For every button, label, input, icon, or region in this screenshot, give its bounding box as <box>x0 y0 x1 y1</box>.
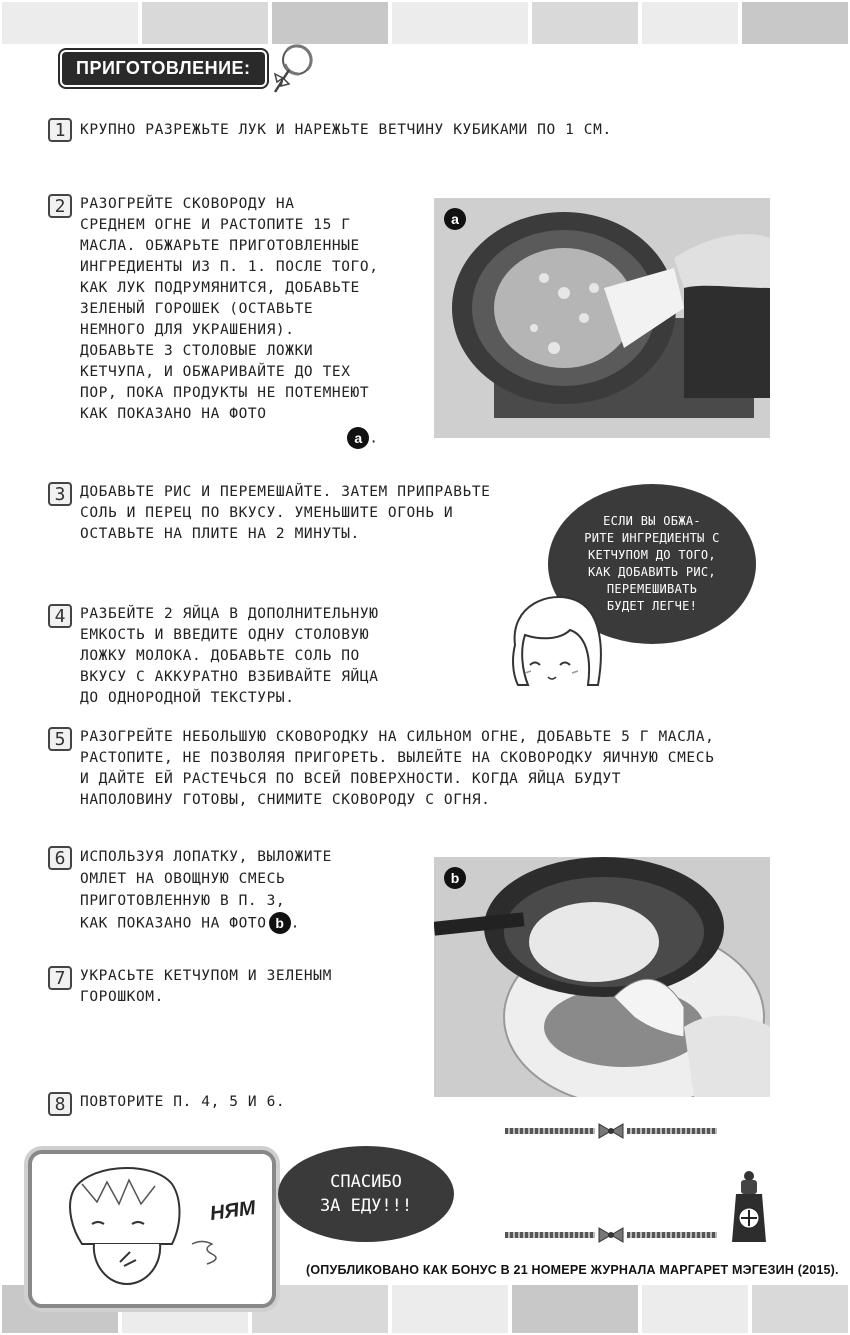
divider-line <box>505 1128 595 1134</box>
page-title: ПРИГОТОВЛЕНИЕ: <box>62 52 265 85</box>
step-text: РАЗБЕЙТЕ 2 ЯЙЦА В ДОПОЛНИТЕЛЬНУЮ ЕМКОСТЬ И ВВЕДИТЕ ОДНУ СТОЛОВУЮ ЛОЖКУ МОЛОКА. ДОБАВЬТЕ СОЛЬ ПО ВКУСУ С АККУРАТНО ВЗБИВАЙТЕ ЯЙЦА ДО ОДНОРОДНОЙ ТЕКСТУРЫ. <box>80 606 379 706</box>
pan-photo-illustration <box>434 198 770 438</box>
divider-line <box>505 1232 595 1238</box>
step-number: 5 <box>48 727 72 751</box>
step-6: 6 ИСПОЛЬЗУЯ ЛОПАТКУ, ВЫЛОЖИТЕ ОМЛЕТ НА ОВОЩНУЮ СМЕСЬ ПРИГОТОВЛЕННУЮ В П. 3, КАК ПОКАЗАНО НА ФОТО b . <box>48 846 418 935</box>
step-text: УКРАСЬТЕ КЕТЧУПОМ И ЗЕЛЕНЫМ ГОРОШКОМ. <box>80 968 332 1005</box>
step-number: 6 <box>48 846 72 870</box>
section-header <box>62 50 313 86</box>
omelet-photo-illustration <box>434 857 770 1097</box>
step-number: 8 <box>48 1092 72 1116</box>
step-8 <box>48 1092 285 1116</box>
step-7 <box>48 966 332 1008</box>
top-tile-border <box>0 0 850 46</box>
step-number: 4 <box>48 604 72 628</box>
thanks-text: СПАСИБО ЗА ЕДУ!!! <box>319 1172 413 1216</box>
photo-a-label: a <box>444 208 466 230</box>
girl-face-illustration <box>500 585 610 695</box>
step-number: 3 <box>48 482 72 506</box>
step-2: 2 РАЗОГРЕЙТЕ СКОВОРОДУ НА СРЕДНЕМ ОГНЕ И РАСТОПИТЕ 15 Г МАСЛА. ОБЖАРЬТЕ ПРИГОТОВЛЕННЫЕ ИНГРЕДИЕНТЫ ИЗ П. 1. ПОСЛЕ ТОГО, КАК ЛУК ПОДРУМЯНИТСЯ, ДОБАВЬТЕ ЗЕЛЕНЫЙ ГОРОШЕК (ОСТАВЬТЕ НЕМНОГО ДЛЯ УКРАШЕНИЯ). ДОБАВЬТЕ 3 СТОЛОВЫЕ ЛОЖКИ КЕТЧУПА, И ОБЖАРИВАЙТЕ ДО ТЕХ ПОР, ПОКА ПРОДУКТЫ НЕ ПОТЕМНЕЮТ КАК ПОКАЗАНО НА ФОТО a . <box>48 194 428 450</box>
tip-text: ЕСЛИ ВЫ ОБЖА- РИТЕ ИНГРЕДИЕНТЫ С КЕТЧУПОМ ДО ТОГО, КАК ДОБАВИТЬ РИС, ПЕРЕМЕШИВАТЬ БУДЕТ ЛЕГЧЕ! <box>584 514 720 613</box>
thanks-speech-bubble <box>278 1146 454 1242</box>
divider-line <box>627 1232 717 1238</box>
step-text: ДОБАВЬТЕ РИС И ПЕРЕМЕШАЙТЕ. ЗАТЕМ ПРИПРАВЬТЕ СОЛЬ И ПЕРЕЦ ПО ВКУСУ. УМЕНЬШИТЕ ОГОНЬ И ОСТАВЬТЕ НА ПЛИТЕ НА 2 МИНУТЫ. <box>80 484 491 542</box>
pepper-mill-icon <box>724 1168 774 1248</box>
bow-icon <box>597 1226 625 1244</box>
lollipop-icon <box>269 42 313 94</box>
step-5 <box>48 727 714 811</box>
step-number: 1 <box>48 118 72 142</box>
step-text: РАЗОГРЕЙТЕ СКОВОРОДУ НА СРЕДНЕМ ОГНЕ И РАСТОПИТЕ 15 Г МАСЛА. ОБЖАРЬТЕ ПРИГОТОВЛЕННЫЕ ИНГРЕДИЕНТЫ ИЗ П. 1. ПОСЛЕ ТОГО, КАК ЛУК ПОДРУМЯНИТСЯ, ДОБАВЬТЕ ЗЕЛЕНЫЙ ГОРОШЕК (ОСТАВЬТЕ НЕМНОГО ДЛЯ УКРАШЕНИЯ). ДОБАВЬТЕ 3 СТОЛОВЫЕ ЛОЖКИ КЕТЧУПА, И ОБЖАРИВАЙТЕ ДО ТЕХ ПОР, ПОКА ПРОДУКТЫ НЕ ПОТЕМНЕЮТ КАК ПОКАЗАНО НА ФОТО <box>80 196 379 422</box>
photo-b-label: b <box>444 867 466 889</box>
photo-b <box>434 857 770 1097</box>
boy-eating-illustration <box>32 1154 264 1296</box>
step-text: РАЗОГРЕЙТЕ НЕБОЛЬШУЮ СКОВОРОДКУ НА СИЛЬНОМ ОГНЕ, ДОБАВЬТЕ 5 Г МАСЛА, РАСТОПИТЕ, НЕ ПОЗВОЛЯЯ ПРИГОРЕТЬ. ВЫЛЕЙТЕ НА СКОВОРОДКУ ЯИЧНУЮ СМЕСЬ И ДАЙТЕ ЕЙ РАСТЕЧЬСЯ ПО ВСЕЙ ПОВЕРХНОСТИ. КОГДА ЯЙЦА БУДУТ НАПОЛОВИНУ ГОТОВЫ, СНИМИТЕ СКОВОРОДУ С ОГНЯ. <box>80 729 715 808</box>
photo-ref-badge: a <box>347 427 369 449</box>
step-4 <box>48 604 379 709</box>
step-number: 2 <box>48 194 72 218</box>
sound-effect-text: НЯМ <box>208 1196 257 1226</box>
photo-ref-badge: b <box>269 912 291 934</box>
divider-line <box>627 1128 717 1134</box>
step-1 <box>48 118 612 142</box>
step-text: ИСПОЛЬЗУЯ ЛОПАТКУ, ВЫЛОЖИТЕ ОМЛЕТ НА ОВОЩНУЮ СМЕСЬ ПРИГОТОВЛЕННУЮ В П. 3, КАК ПОКАЗАНО НА ФОТО <box>80 849 332 932</box>
bow-icon <box>597 1122 625 1140</box>
comic-panel <box>28 1150 276 1308</box>
photo-a <box>434 198 770 438</box>
step-text: ПОВТОРИТЕ П. 4, 5 И 6. <box>80 1094 286 1110</box>
step-3 <box>48 482 491 545</box>
publication-credit: (ОПУБЛИКОВАНО КАК БОНУС В 21 НОМЕРЕ ЖУРНАЛА МАРГАРЕТ МЭГЕЗИН (2015). <box>306 1263 839 1277</box>
step-text: КРУПНО РАЗРЕЖЬТЕ ЛУК И НАРЕЖЬТЕ ВЕТЧИНУ КУБИКАМИ ПО 1 СМ. <box>80 122 612 138</box>
step-number: 7 <box>48 966 72 990</box>
